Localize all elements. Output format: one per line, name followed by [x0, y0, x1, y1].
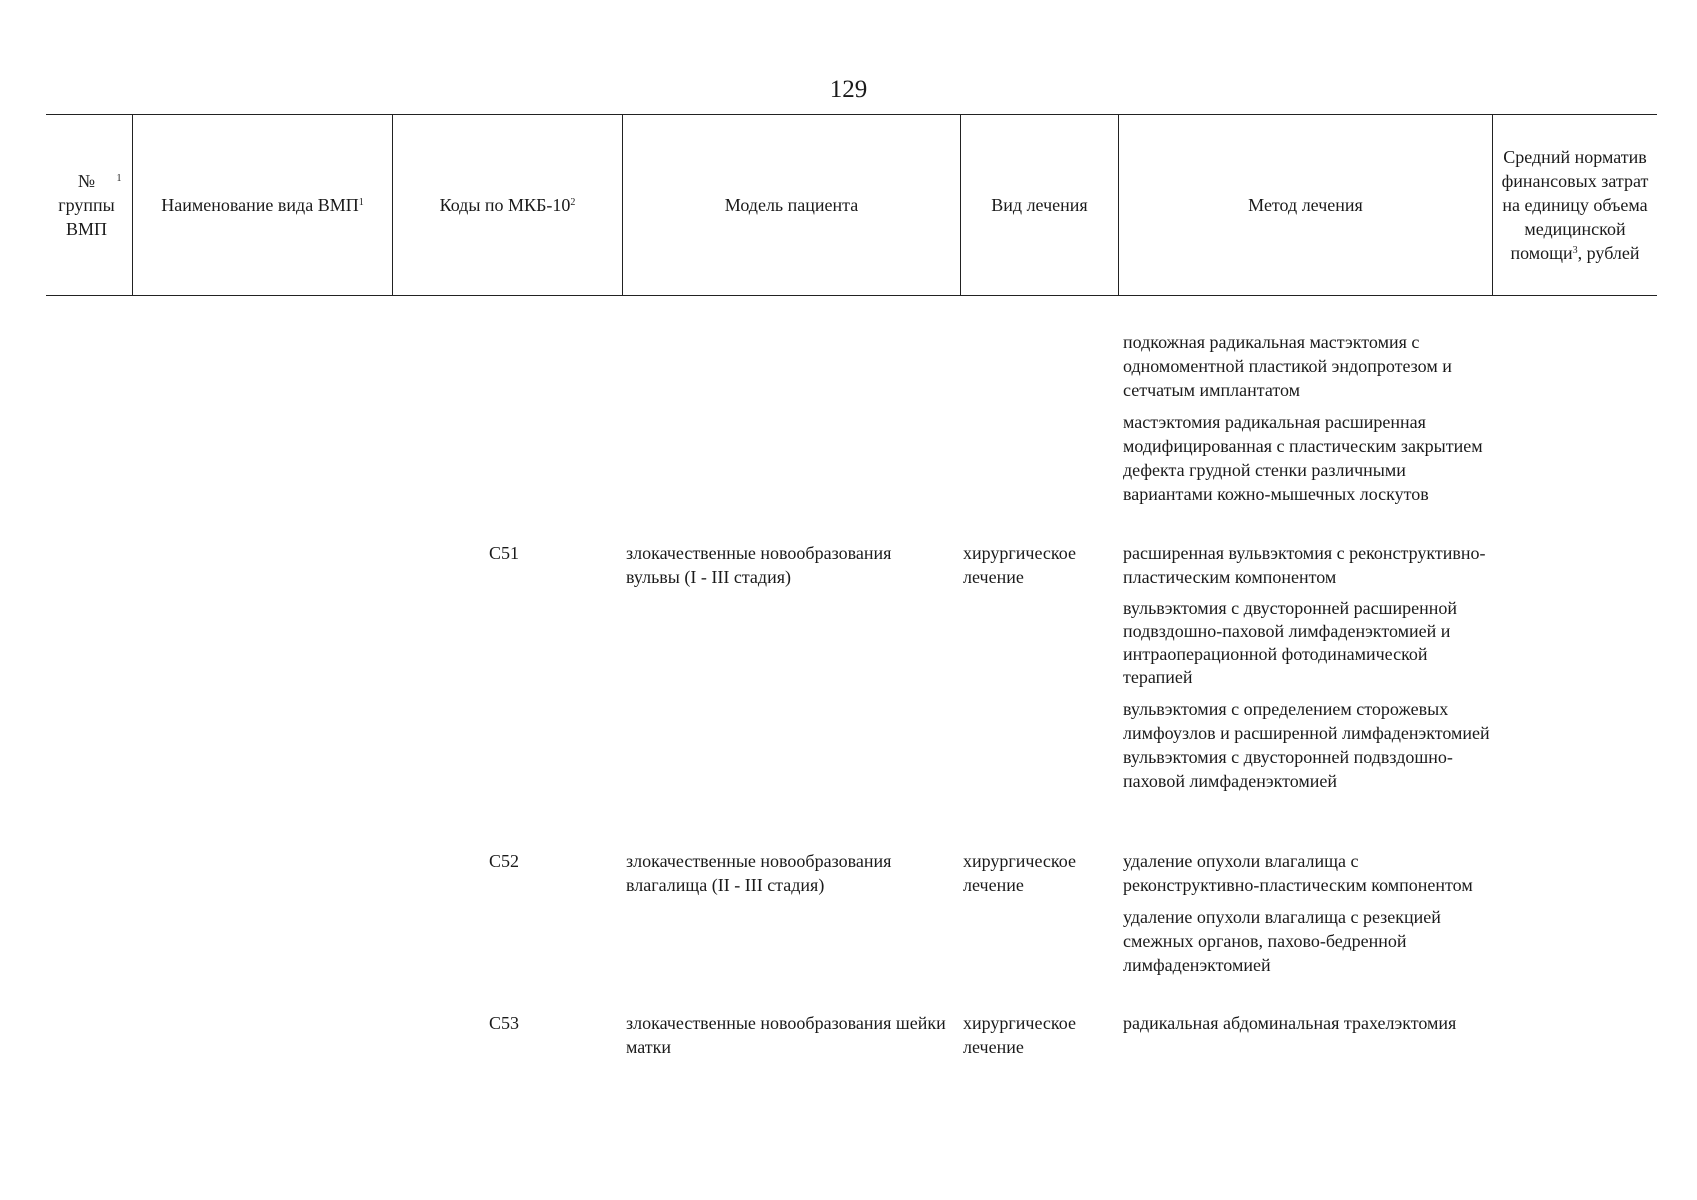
header-cost-unit: , рублей — [1577, 243, 1640, 263]
header-treatment-type-text: Вид лечения — [991, 195, 1088, 215]
header-mkb-codes — [392, 115, 622, 295]
header-vmp-name-footnote: 1 — [358, 197, 364, 208]
header-cost-footnote: 3 — [1572, 245, 1578, 256]
header-group-no — [46, 115, 132, 295]
method-item: вульвэктомия с двусторонней расширенной подвздошно-паховой лимфаденэктомией и интраоперационной фотодинамической терапией — [1123, 598, 1458, 687]
header-vmp-name-text: Наименование вида ВМП — [161, 195, 359, 215]
code-cell: C52 — [489, 851, 520, 871]
method-item: удаление опухоли влагалища с реконструктивно-пластическим компонентом — [1123, 851, 1473, 895]
method-item: радикальная абдоминальная трахелэктомия — [1123, 1013, 1457, 1033]
patient-model-cell: злокачественные новообразования влагалища (II - III стадия) — [626, 851, 892, 895]
treatment-type-cell: хирургическое лечение — [963, 851, 1076, 895]
header-patient-model-text: Модель пациента — [724, 195, 859, 215]
patient-model-cell: злокачественные новообразования шейки матки — [626, 1013, 946, 1057]
method-cell — [1123, 541, 1491, 793]
method-cell-continuation — [1123, 330, 1491, 506]
method-item: расширенная вульвэктомия с реконструктивно-пластическим компонентом — [1123, 543, 1486, 587]
method-cell — [1123, 849, 1491, 977]
header-treatment-method-text: Метод лечения — [1248, 195, 1363, 215]
method-item: удаление опухоли влагалища с резекцией смежных органов, пахово-бедренной лимфаденэктомией — [1123, 907, 1441, 975]
header-treatment-method — [1118, 115, 1492, 295]
header-patient-model — [622, 115, 960, 295]
code-cell: C53 — [489, 1013, 520, 1033]
method-cell — [1123, 1011, 1491, 1035]
header-treatment-type — [960, 115, 1118, 295]
table-header — [46, 114, 1657, 296]
method-item: мастэктомия радикальная расширенная модифицированная с пластическим закрытием дефекта грудной стенки различными вариантами кожно-мышечных лоскутов — [1123, 412, 1483, 504]
patient-model-cell: злокачественные новообразования вульвы (I - III стадия) — [626, 543, 892, 587]
header-group-no-footnote: 1 — [116, 173, 122, 184]
header-cost-text: Средний норматив финансовых затрат на единицу объема медицинской помощи — [1501, 147, 1649, 263]
header-vmp-name — [132, 115, 392, 295]
header-mkb-codes-text: Коды по МКБ-10 — [439, 195, 571, 215]
header-mkb-codes-footnote: 2 — [570, 197, 576, 208]
header-group-no-text: № группы ВМП — [58, 171, 115, 239]
method-item: вульвэктомия с определением сторожевых лимфоузлов и расширенной лимфаденэктомией — [1123, 699, 1490, 743]
page-number: 129 — [829, 76, 868, 103]
code-cell: C51 — [489, 543, 520, 563]
method-item: вульвэктомия с двусторонней подвздошно-паховой лимфаденэктомией — [1123, 747, 1453, 791]
treatment-type-cell: хирургическое лечение — [963, 1013, 1076, 1057]
header-cost — [1492, 115, 1657, 295]
treatment-type-cell: хирургическое лечение — [963, 543, 1076, 587]
method-item: подкожная радикальная мастэктомия с одномоментной пластикой эндопротезом и сетчатым имплантатом — [1123, 332, 1452, 400]
